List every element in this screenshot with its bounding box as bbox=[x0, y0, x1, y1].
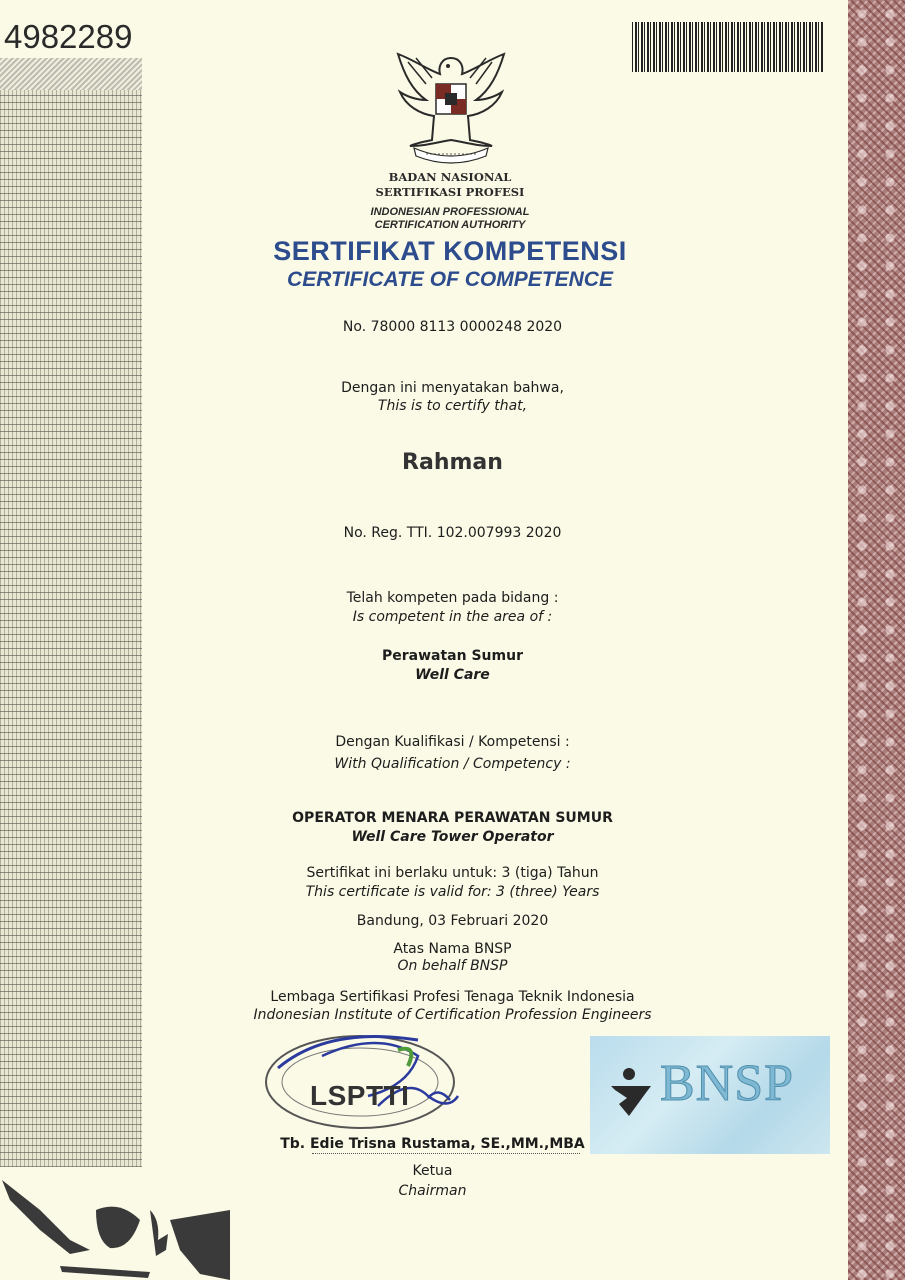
authority-name-en: INDONESIAN PROFESSIONAL CERTIFICATION AUTHORITY bbox=[370, 206, 530, 231]
bnsp-logo-text: BNSP bbox=[660, 1055, 795, 1112]
barcode bbox=[632, 22, 824, 72]
qualification: OPERATOR MENARA PERAWATAN SUMUR bbox=[292, 810, 613, 826]
certify-statement-en: This is to certify that, bbox=[377, 398, 528, 414]
institute-name-en: Indonesian Institute of Certification Profession Engineers bbox=[253, 1007, 652, 1023]
validity-en: This certificate is valid for: 3 (three) Years bbox=[305, 884, 600, 900]
certify-statement: Dengan ini menyatakan bahwa, bbox=[341, 380, 564, 396]
signer-name: Tb. Edie Trisna Rustama, SE.,MM.,MBA bbox=[280, 1136, 585, 1152]
on-behalf-en: On behalf BNSP bbox=[397, 958, 508, 974]
signer-role: Ketua bbox=[412, 1163, 453, 1179]
indonesia-map-icon bbox=[0, 1170, 230, 1280]
competency-area: Perawatan Sumur bbox=[382, 648, 523, 664]
holder-name: Rahman bbox=[402, 450, 503, 475]
certificate-title: SERTIFIKAT KOMPETENSI bbox=[273, 236, 627, 266]
signer-role-en: Chairman bbox=[398, 1183, 467, 1199]
competency-area-en: Well Care bbox=[415, 667, 490, 683]
lsptti-seal-text: LSPTTI bbox=[310, 1080, 410, 1111]
qualification-label-en: With Qualification / Competency : bbox=[334, 756, 571, 772]
bnsp-mark-icon bbox=[605, 1064, 657, 1124]
registration-number: No. Reg. TTI. 102.007993 2020 bbox=[343, 525, 562, 541]
security-pattern-top bbox=[0, 58, 142, 90]
qualification-label: Dengan Kualifikasi / Kompetensi : bbox=[335, 734, 570, 750]
qualification-en: Well Care Tower Operator bbox=[351, 829, 554, 845]
signature-line bbox=[312, 1153, 580, 1154]
validity: Sertifikat ini berlaku untuk: 3 (tiga) Tahun bbox=[306, 865, 599, 881]
certificate-title-en: CERTIFICATE OF COMPETENCE bbox=[287, 268, 613, 291]
authority-name: BADAN NASIONAL SERTIFIKASI PROFESI bbox=[375, 170, 525, 199]
institute-name: Lembaga Sertifikasi Profesi Tenaga Teknik Indonesia bbox=[270, 989, 635, 1005]
place-date: Bandung, 03 Februari 2020 bbox=[356, 913, 549, 929]
area-label: Telah kompeten pada bidang : bbox=[346, 590, 559, 606]
area-label-en: Is competent in the area of : bbox=[352, 609, 553, 625]
garuda-emblem-icon bbox=[392, 44, 510, 168]
serial-number: 4982289 bbox=[4, 18, 133, 55]
certificate-number: No. 78000 8113 0000248 2020 bbox=[342, 319, 563, 335]
on-behalf: Atas Nama BNSP bbox=[393, 941, 512, 957]
